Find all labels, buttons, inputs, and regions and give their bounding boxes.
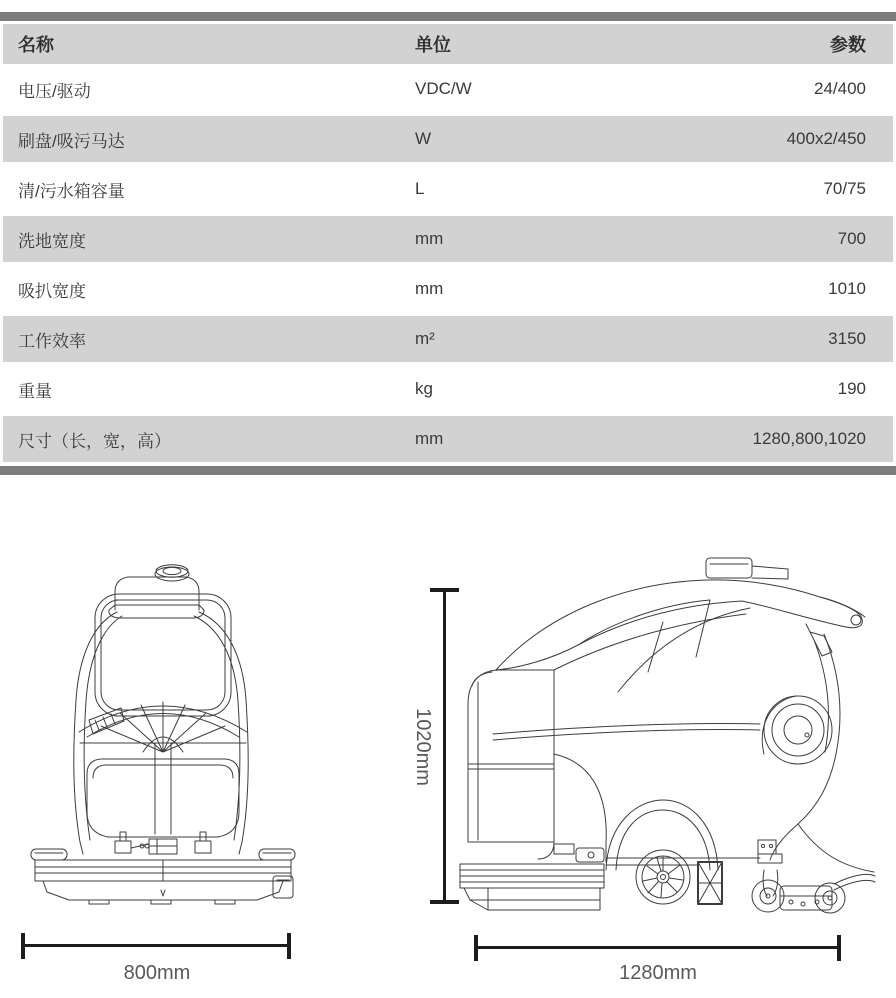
height-dimension-tick-bottom <box>430 900 459 904</box>
width-dimension-tick-right <box>287 933 291 959</box>
unit-cell: mm <box>415 429 444 448</box>
unit-cell: m² <box>415 329 435 348</box>
unit-cell: W <box>415 129 432 148</box>
name-cell: 工作效率 <box>18 331 86 351</box>
value-cell: 400x2/450 <box>786 129 866 148</box>
spec-row <box>3 214 893 264</box>
value-cell: 3150 <box>828 329 866 348</box>
spec-row <box>3 114 893 164</box>
spec-sheet-page <box>0 12 896 998</box>
spec-row <box>3 264 893 314</box>
table-header-row <box>3 24 893 64</box>
name-cell: 尺寸（长，宽，高） <box>18 431 171 451</box>
value-cell: 1280,800,1020 <box>752 429 866 448</box>
name-cell: 刷盘/吸污马达 <box>18 131 125 151</box>
height-dimension-label: 1020mm <box>412 708 434 786</box>
height-dimension-tick-top <box>430 588 459 592</box>
name-cell: 洗地宽度 <box>18 231 86 251</box>
header-name: 名称 <box>18 35 54 55</box>
spec-row <box>3 64 893 114</box>
length-dimension-tick-left <box>474 935 478 961</box>
width-dimension-tick-left <box>21 933 25 959</box>
name-cell: 清/污水箱容量 <box>18 181 125 201</box>
length-dimension-tick-right <box>837 935 841 961</box>
spec-row <box>3 364 893 414</box>
value-cell: 700 <box>837 229 866 248</box>
value-cell: 24/400 <box>814 79 866 98</box>
table-body <box>0 64 896 464</box>
spec-row <box>3 414 893 464</box>
bottom-divider-bar <box>0 466 896 475</box>
length-dimension-label: 1280mm <box>619 962 697 984</box>
front-view-drawing <box>23 560 303 905</box>
side-view-drawing <box>458 552 878 917</box>
width-dimension-line <box>23 944 291 947</box>
name-cell: 重量 <box>18 381 52 401</box>
height-dimension-line <box>443 590 446 903</box>
header-value: 参数 <box>830 35 866 55</box>
name-cell: 电压/驱动 <box>18 81 91 101</box>
spec-table <box>0 24 896 464</box>
spec-row <box>3 314 893 364</box>
top-divider-bar <box>0 12 896 21</box>
length-dimension-line <box>476 946 840 949</box>
unit-cell: kg <box>415 379 433 398</box>
unit-cell: VDC/W <box>415 79 472 98</box>
unit-cell: L <box>415 179 425 198</box>
unit-cell: mm <box>415 279 444 298</box>
value-cell: 190 <box>837 379 866 398</box>
value-cell: 70/75 <box>823 179 866 198</box>
header-unit: 单位 <box>415 35 451 55</box>
spec-row <box>3 164 893 214</box>
value-cell: 1010 <box>828 279 866 298</box>
width-dimension-label: 800mm <box>123 962 191 984</box>
name-cell: 吸扒宽度 <box>18 281 86 301</box>
unit-cell: mm <box>415 229 444 248</box>
